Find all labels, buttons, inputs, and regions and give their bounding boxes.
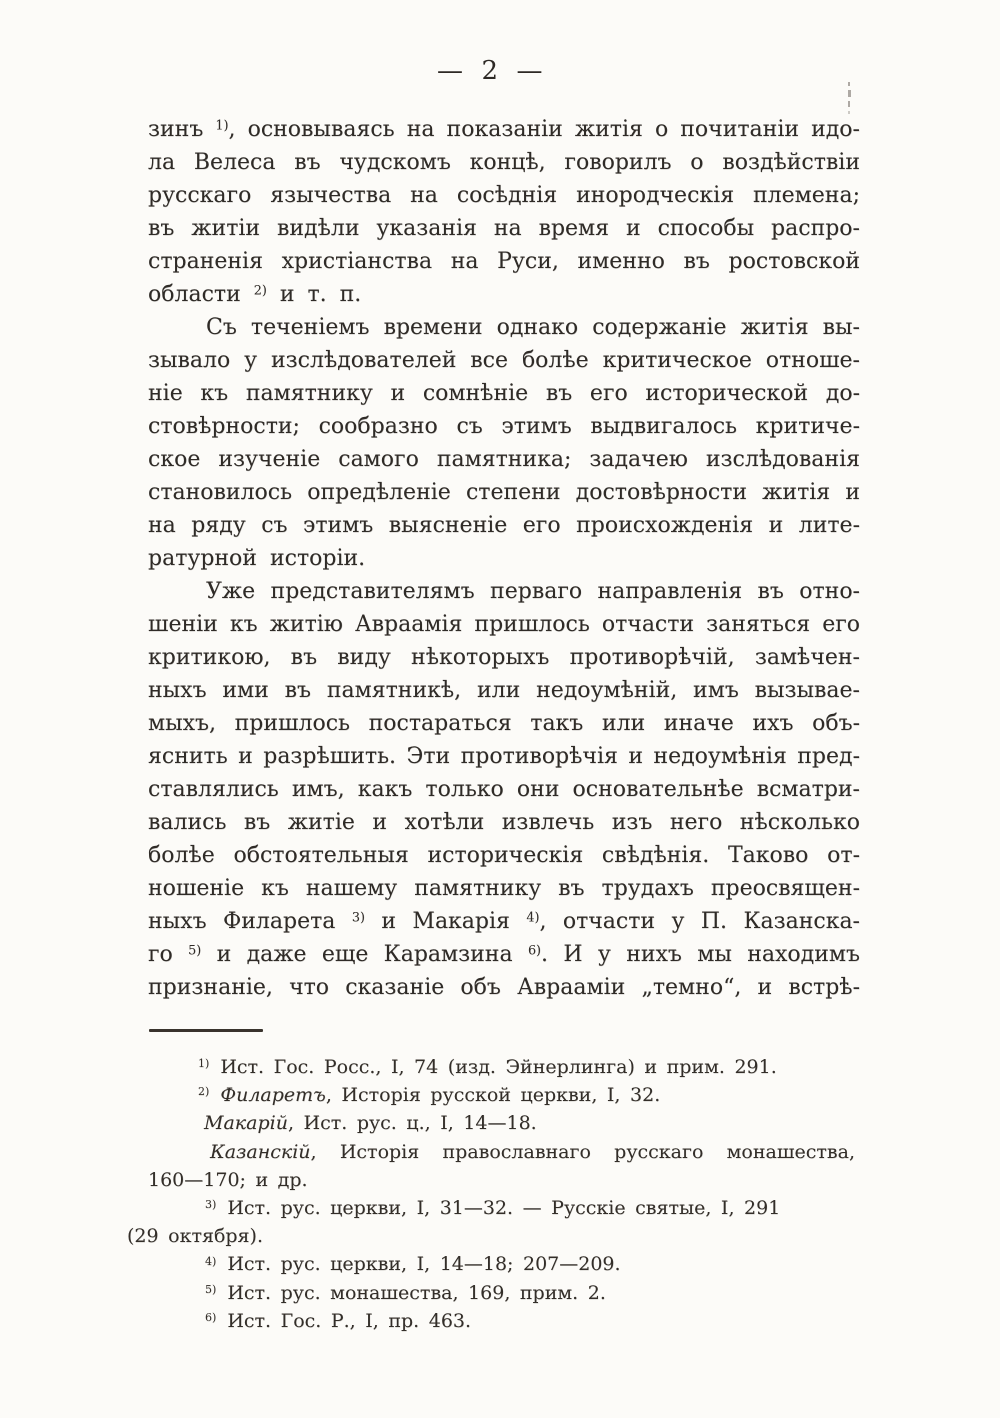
footnotes-section [127,1053,855,1335]
text-line [148,938,860,971]
text-run: , Исторія русской церкви, I, 32. [325,1084,661,1107]
text-run: Съ теченіемъ времени однако содержаніе житія вы- [206,315,860,340]
text-run: Ист. Гос. Р., I, пр. 463. [227,1309,472,1332]
text-line [148,707,860,740]
text-run: ла Велеса въ чудскомъ концѣ, говорилъ о воздѣйствіи [148,150,860,175]
text-run: ратурной исторіи. [148,546,366,571]
text-run: критикою, въ виду нѣкоторыхъ противорѣчій, замѣчен- [148,645,860,670]
footnote-line [148,1109,855,1137]
text-run: стовѣрности; сообразно съ этимъ выдвигалось критиче- [148,414,860,439]
text-run: и т. п. [266,282,362,307]
text-line [148,146,860,179]
text-run: ныхъ ими въ памятникѣ, или недоумѣній, имъ вызывае- [148,678,860,703]
text-line [148,740,860,773]
text-line [148,113,860,146]
footnote-line [148,1138,855,1166]
footnote-ref: 5) [188,943,202,959]
text-line [148,608,860,641]
footnote-line [148,1194,855,1222]
body-text [148,113,860,1004]
text-run: , Исторія православнаго русскаго монашества, [310,1140,855,1163]
text-line [148,971,860,1004]
paragraph [148,575,860,1004]
text-line [148,179,860,212]
footnote-marker: 2) [198,1085,210,1099]
footnote-marker: 6) [205,1311,217,1325]
text-run: вались въ житіе и хотѣли извлечь изъ него нѣсколько [148,810,860,835]
text-line [148,674,860,707]
text-line [148,806,860,839]
text-run: и Макарія [364,909,527,934]
footnote-rule [149,1029,263,1032]
text-run: шеніи къ житію Авраамія пришлось отчасти заняться его [148,612,860,637]
text-run: русскаго язычества на сосѣднія инородческія племена; [148,183,860,208]
footnote-ref: 3) [351,910,365,926]
page-header [437,56,543,86]
text-run: ское изученіе самого памятника; задачею изслѣдованія [148,447,860,472]
footnote-line [148,1250,855,1278]
text-line [148,641,860,674]
text-line [148,344,860,377]
text-run: , отчасти у П. Казанска- [539,909,860,934]
paragraph [148,311,860,575]
page-number: 2 [481,56,499,86]
text-line [148,476,860,509]
footnote-line [148,1166,855,1194]
text-run: , основываясь на показаніи житія о почитаніи идо- [228,117,860,142]
text-run: ныхъ Филарета [148,909,352,934]
text-run: и даже еще Карамзина [201,942,528,967]
text-line [148,872,860,905]
text-run: становилось опредѣленіе степени достовѣрности житія и [148,480,860,505]
text-run: мыхъ, пришлось постараться такъ или иначе ихъ объ- [148,711,860,736]
text-line [148,245,860,278]
text-line [148,278,860,311]
text-run: яснить и разрѣшить. Эти противорѣчія и недоумѣнія пред- [148,744,860,769]
text-line [148,542,860,575]
footnote-line [148,1053,855,1081]
text-line [148,410,860,443]
footnote-ref: 4) [526,910,540,926]
text-run: Ист. рус. церкви, I, 14—18; 207—209. [227,1253,621,1276]
text-line [148,377,860,410]
footnote-ref: 2) [253,283,267,299]
text-run: болѣе обстоятельныя историческія свѣдѣнія. Таково от- [148,843,860,868]
text-line [148,509,860,542]
text-run: 160—170; и др. [148,1168,308,1191]
footnote-ref: 6) [527,943,542,959]
text-run: Уже представителямъ перваго направленія въ отно- [206,579,860,604]
text-run: , Ист. рус. ц., I, 14—18. [287,1112,537,1135]
footnote-line [127,1222,855,1250]
text-run: страненія христіанства на Руси, именно въ ростовской [148,249,860,274]
text-run: признаніе, что сказаніе объ Аврааміи „темно“, и встрѣ- [148,975,860,1000]
text-run: . И у нихъ мы находимъ [541,942,860,967]
text-line [148,311,860,344]
text-run: области [148,282,254,307]
text-line [148,443,860,476]
footnote-ref: 1) [215,118,229,134]
cited-author: Филаретъ [220,1084,326,1107]
text-run: на ряду съ этимъ выясненіе его происхожденія и лите- [148,513,860,538]
text-run: Ист. рус. церкви, I, 31—32. — Русскіе святые, I, 291 [227,1197,781,1220]
text-line [148,905,860,938]
text-run: зинъ [148,117,216,142]
header-dash-left-icon: — [437,56,464,86]
cited-author: Казанскій [210,1140,311,1163]
header-dash-right-icon: — [516,56,544,86]
footnote-line [148,1307,855,1335]
text-run: го [148,942,189,967]
text-run: (29 октября). [127,1225,263,1248]
text-run: въ житіи видѣли указанія на время и способы распро- [148,216,860,241]
paragraph [148,113,860,311]
footnote-line [148,1279,855,1307]
text-line [148,575,860,608]
text-run: ніе къ памятнику и сомнѣніе въ его исторической до- [148,381,860,406]
text-run: ставлялись имъ, какъ только они основательнѣе всматри- [148,777,860,802]
text-line [148,839,860,872]
text-line [148,212,860,245]
footnote-marker: 1) [198,1057,210,1071]
text-run: Ист. рус. монашества, 169, прим. 2. [227,1281,606,1304]
footnote-marker: 5) [205,1282,217,1296]
text-run: ношеніе къ нашему памятнику въ трудахъ преосвящен- [148,876,860,901]
text-line [148,773,860,806]
footnote-marker: 3) [205,1198,217,1212]
text-run: зывало у изслѣдователей все болѣе критическое отноше- [148,348,860,373]
text-run: Ист. Гос. Росс., I, 74 (изд. Эйнерлинга) и прим. 291. [220,1056,777,1078]
footnote-line [148,1081,855,1109]
footnote-marker: 4) [205,1254,217,1268]
cited-author: Макарій [204,1112,288,1135]
